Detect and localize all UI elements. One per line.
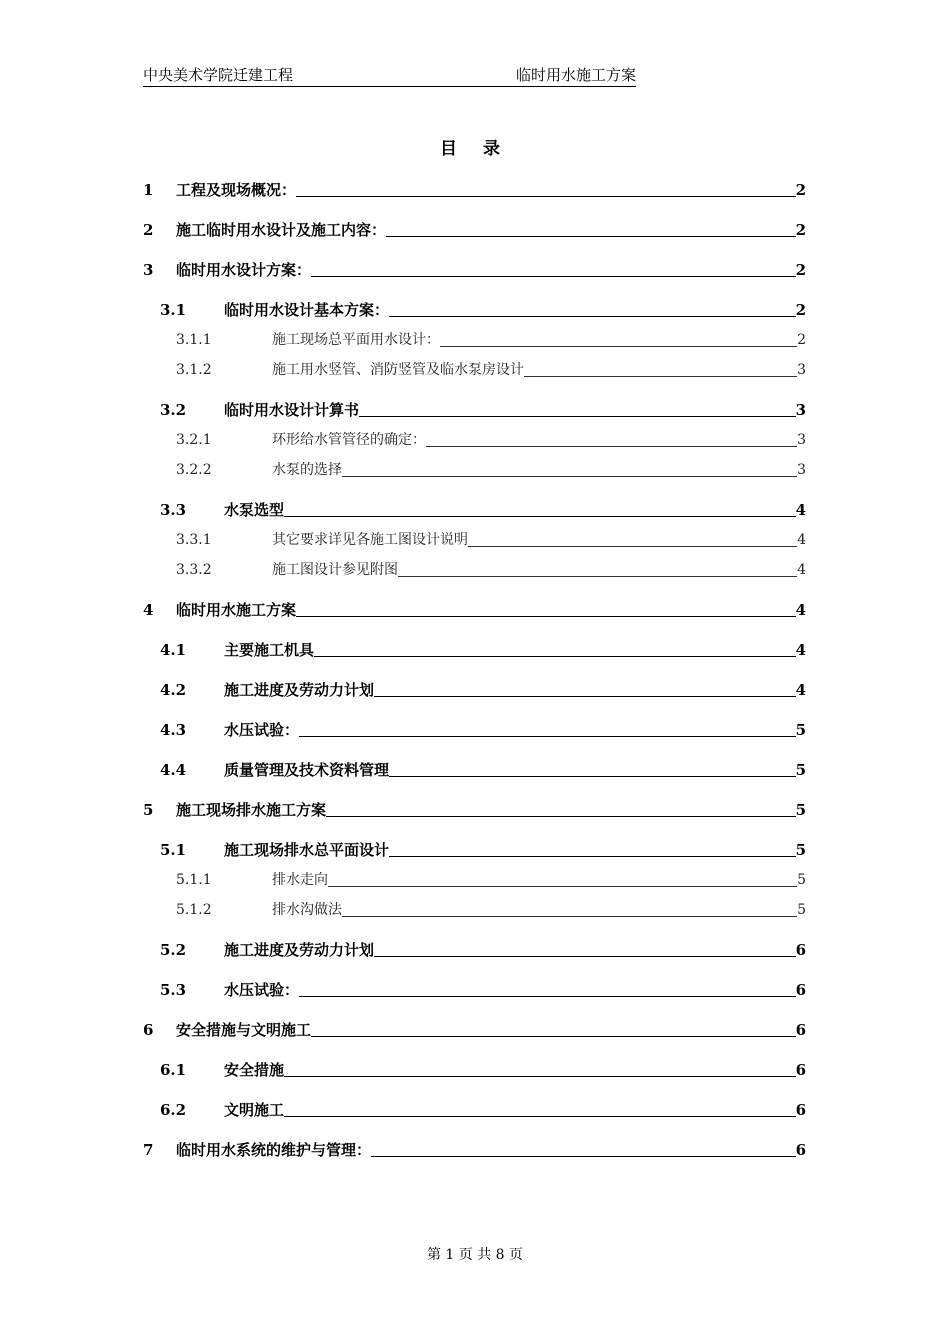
toc-entry-text: 临时用水施工方案 bbox=[176, 601, 297, 619]
toc-entry[interactable] bbox=[143, 399, 806, 421]
toc-entry-text: 文明施工 bbox=[224, 1101, 285, 1119]
toc-entry-page: 4 bbox=[795, 501, 806, 519]
toc-entry-text: 排水沟做法 bbox=[272, 902, 342, 918]
toc-entry[interactable] bbox=[143, 219, 806, 241]
toc-leader-line bbox=[426, 445, 797, 447]
toc-entry-number: 3.2.2 bbox=[176, 462, 212, 478]
toc-entry[interactable] bbox=[143, 939, 806, 961]
toc-entry-text: 施工现场总平面用水设计： bbox=[272, 332, 440, 348]
toc-entry-page: 4 bbox=[795, 601, 806, 619]
toc-entry-text: 临时用水系统的维护与管理： bbox=[176, 1141, 372, 1159]
toc-entry-text: 临时用水设计计算书 bbox=[224, 401, 360, 419]
toc-entry-page: 2 bbox=[795, 221, 806, 239]
toc-entry-text: 安全措施 bbox=[224, 1061, 285, 1079]
toc-entry[interactable] bbox=[143, 1019, 806, 1041]
toc-entry[interactable] bbox=[143, 429, 806, 451]
toc-entry-page: 4 bbox=[795, 681, 806, 699]
toc-entry[interactable] bbox=[143, 1099, 806, 1121]
toc-entry[interactable] bbox=[143, 329, 806, 351]
toc-entry-text: 施工用水竖管、消防竖管及临水泵房设计 bbox=[272, 362, 524, 378]
toc-leader-line bbox=[311, 275, 796, 277]
toc-entry-page: 6 bbox=[795, 1101, 806, 1119]
toc-leader-line bbox=[296, 615, 796, 617]
toc-entry-text: 环形给水管管径的确定： bbox=[272, 432, 426, 448]
toc-entry[interactable] bbox=[143, 359, 806, 381]
toc-entry-page: 5 bbox=[795, 841, 806, 859]
toc-leader-line bbox=[389, 315, 796, 317]
toc-entry-page: 6 bbox=[795, 1141, 806, 1159]
toc-entry-page: 6 bbox=[795, 981, 806, 999]
toc-leader-line bbox=[440, 345, 797, 347]
toc-entry-page: 4 bbox=[797, 532, 806, 548]
toc-entry-text: 排水走向 bbox=[272, 872, 328, 888]
toc-entry-text: 水泵选型 bbox=[224, 501, 285, 519]
toc-entry-number: 5.2 bbox=[160, 941, 187, 959]
toc-leader-line bbox=[296, 195, 796, 197]
toc-entry[interactable] bbox=[143, 899, 806, 921]
toc-leader-line bbox=[284, 1075, 796, 1077]
toc-leader-line bbox=[342, 915, 797, 917]
toc-entry[interactable] bbox=[143, 459, 806, 481]
toc-entry[interactable] bbox=[143, 559, 806, 581]
toc-entry-text: 水泵的选择 bbox=[272, 462, 342, 478]
toc-leader-line bbox=[389, 855, 796, 857]
toc-entry[interactable] bbox=[143, 979, 806, 1001]
toc-entry-text: 临时用水设计基本方案： bbox=[224, 301, 390, 319]
toc-entry-text: 施工临时用水设计及施工内容： bbox=[176, 221, 387, 239]
toc-entry-text: 安全措施与文明施工 bbox=[176, 1021, 312, 1039]
toc-entry-page: 2 bbox=[795, 261, 806, 279]
toc-entry-page: 3 bbox=[797, 462, 806, 478]
toc-leader-line bbox=[314, 655, 796, 657]
toc-entry-number: 4.1 bbox=[160, 641, 187, 659]
toc-entry-page: 3 bbox=[795, 401, 806, 419]
toc-title: 目 录 bbox=[440, 139, 510, 159]
toc-entry[interactable] bbox=[143, 639, 806, 661]
toc-entry[interactable] bbox=[143, 299, 806, 321]
toc-leader-line bbox=[374, 695, 796, 697]
toc-leader-line bbox=[389, 775, 796, 777]
toc-entry-number: 5.1.1 bbox=[176, 872, 212, 888]
toc-entry-text: 施工进度及劳动力计划 bbox=[224, 681, 375, 699]
toc-entry-text: 施工进度及劳动力计划 bbox=[224, 941, 375, 959]
page-footer: 第 1 页 共 8 页 bbox=[426, 1247, 524, 1263]
toc-entry-page: 6 bbox=[795, 941, 806, 959]
header-project-name: 中央美术学院迁建工程 bbox=[143, 66, 294, 84]
toc-entry-page: 6 bbox=[795, 1021, 806, 1039]
toc-entry-page: 3 bbox=[797, 362, 806, 378]
toc-entry[interactable] bbox=[143, 529, 806, 551]
toc-entry-number: 4.4 bbox=[160, 761, 187, 779]
toc-entry-page: 2 bbox=[797, 332, 806, 348]
toc-entry-number: 4.2 bbox=[160, 681, 187, 699]
toc-entry-page: 5 bbox=[797, 902, 806, 918]
toc-entry-page: 6 bbox=[795, 1061, 806, 1079]
toc-entry-text: 临时用水设计方案： bbox=[176, 261, 312, 279]
toc-leader-line bbox=[398, 575, 797, 577]
toc-entry-number: 5.1 bbox=[160, 841, 187, 859]
toc-entry-number: 5.3 bbox=[160, 981, 187, 999]
toc-leader-line bbox=[524, 375, 797, 377]
toc-entry-number: 3.3 bbox=[160, 501, 187, 519]
toc-entry-page: 5 bbox=[795, 801, 806, 819]
toc-entry-number: 3.1 bbox=[160, 301, 187, 319]
toc-entry[interactable] bbox=[143, 719, 806, 741]
toc-entry-text: 施工现场排水施工方案 bbox=[176, 801, 327, 819]
toc-entry-page: 2 bbox=[795, 181, 806, 199]
toc-entry-number: 3.1.2 bbox=[176, 362, 212, 378]
toc-entry-text: 主要施工机具 bbox=[224, 641, 315, 659]
toc-entry[interactable] bbox=[143, 1139, 806, 1161]
toc-entry-page: 5 bbox=[797, 872, 806, 888]
toc-leader-line bbox=[299, 735, 796, 737]
toc-leader-line bbox=[359, 415, 796, 417]
toc-entry[interactable] bbox=[143, 179, 806, 201]
toc-entry-number: 4 bbox=[143, 601, 154, 619]
toc-entry[interactable] bbox=[143, 1059, 806, 1081]
toc-leader-line bbox=[299, 995, 796, 997]
toc-leader-line bbox=[328, 885, 797, 887]
toc-entry-page: 2 bbox=[795, 301, 806, 319]
toc-entry-number: 4.3 bbox=[160, 721, 187, 739]
toc-entry-number: 6.1 bbox=[160, 1061, 187, 1079]
toc-entry-number: 6.2 bbox=[160, 1101, 187, 1119]
toc-entry-text: 工程及现场概况： bbox=[176, 181, 297, 199]
toc-entry-number: 7 bbox=[143, 1141, 154, 1159]
toc-leader-line bbox=[386, 235, 796, 237]
toc-entry-number: 3.1.1 bbox=[176, 332, 212, 348]
toc-leader-line bbox=[374, 955, 796, 957]
toc-entry-page: 5 bbox=[795, 761, 806, 779]
toc-entry[interactable] bbox=[143, 599, 806, 621]
toc-entry-number: 5 bbox=[143, 801, 154, 819]
toc-entry[interactable] bbox=[143, 759, 806, 781]
toc-entry-number: 5.1.2 bbox=[176, 902, 212, 918]
toc-entry-number: 3.3.1 bbox=[176, 532, 212, 548]
toc-leader-line bbox=[284, 1115, 796, 1117]
toc-entry[interactable] bbox=[143, 869, 806, 891]
toc-leader-line bbox=[468, 545, 797, 547]
toc-entry[interactable] bbox=[143, 839, 806, 861]
toc-entry-page: 4 bbox=[795, 641, 806, 659]
toc-entry[interactable] bbox=[143, 679, 806, 701]
toc-leader-line bbox=[284, 515, 796, 517]
toc-entry-text: 施工现场排水总平面设计 bbox=[224, 841, 390, 859]
toc-entry-number: 3 bbox=[143, 261, 154, 279]
toc-entry-text: 水压试验： bbox=[224, 981, 300, 999]
toc-entry-number: 2 bbox=[143, 221, 154, 239]
toc-leader-line bbox=[371, 1155, 796, 1157]
header-document-name: 临时用水施工方案 bbox=[515, 66, 636, 84]
toc-entry-page: 3 bbox=[797, 432, 806, 448]
toc-entry-number: 1 bbox=[143, 181, 154, 199]
toc-leader-line bbox=[311, 1035, 796, 1037]
toc-entry-number: 6 bbox=[143, 1021, 154, 1039]
toc-entry-text: 其它要求详见各施工图设计说明 bbox=[272, 532, 468, 548]
toc-entry-text: 质量管理及技术资料管理 bbox=[224, 761, 390, 779]
toc-entry-number: 3.3.2 bbox=[176, 562, 212, 578]
toc-entry-text: 施工图设计参见附图 bbox=[272, 562, 398, 578]
toc-entry-page: 5 bbox=[795, 721, 806, 739]
toc-entry-number: 3.2.1 bbox=[176, 432, 212, 448]
toc-leader-line bbox=[342, 475, 797, 477]
toc-entry-number: 3.2 bbox=[160, 401, 187, 419]
page-header bbox=[143, 64, 636, 87]
toc-entry[interactable] bbox=[143, 499, 806, 521]
toc-entry-page: 4 bbox=[797, 562, 806, 578]
toc-entry[interactable] bbox=[143, 259, 806, 281]
toc-entry-text: 水压试验： bbox=[224, 721, 300, 739]
toc-entry[interactable] bbox=[143, 799, 806, 821]
toc-leader-line bbox=[326, 815, 796, 817]
